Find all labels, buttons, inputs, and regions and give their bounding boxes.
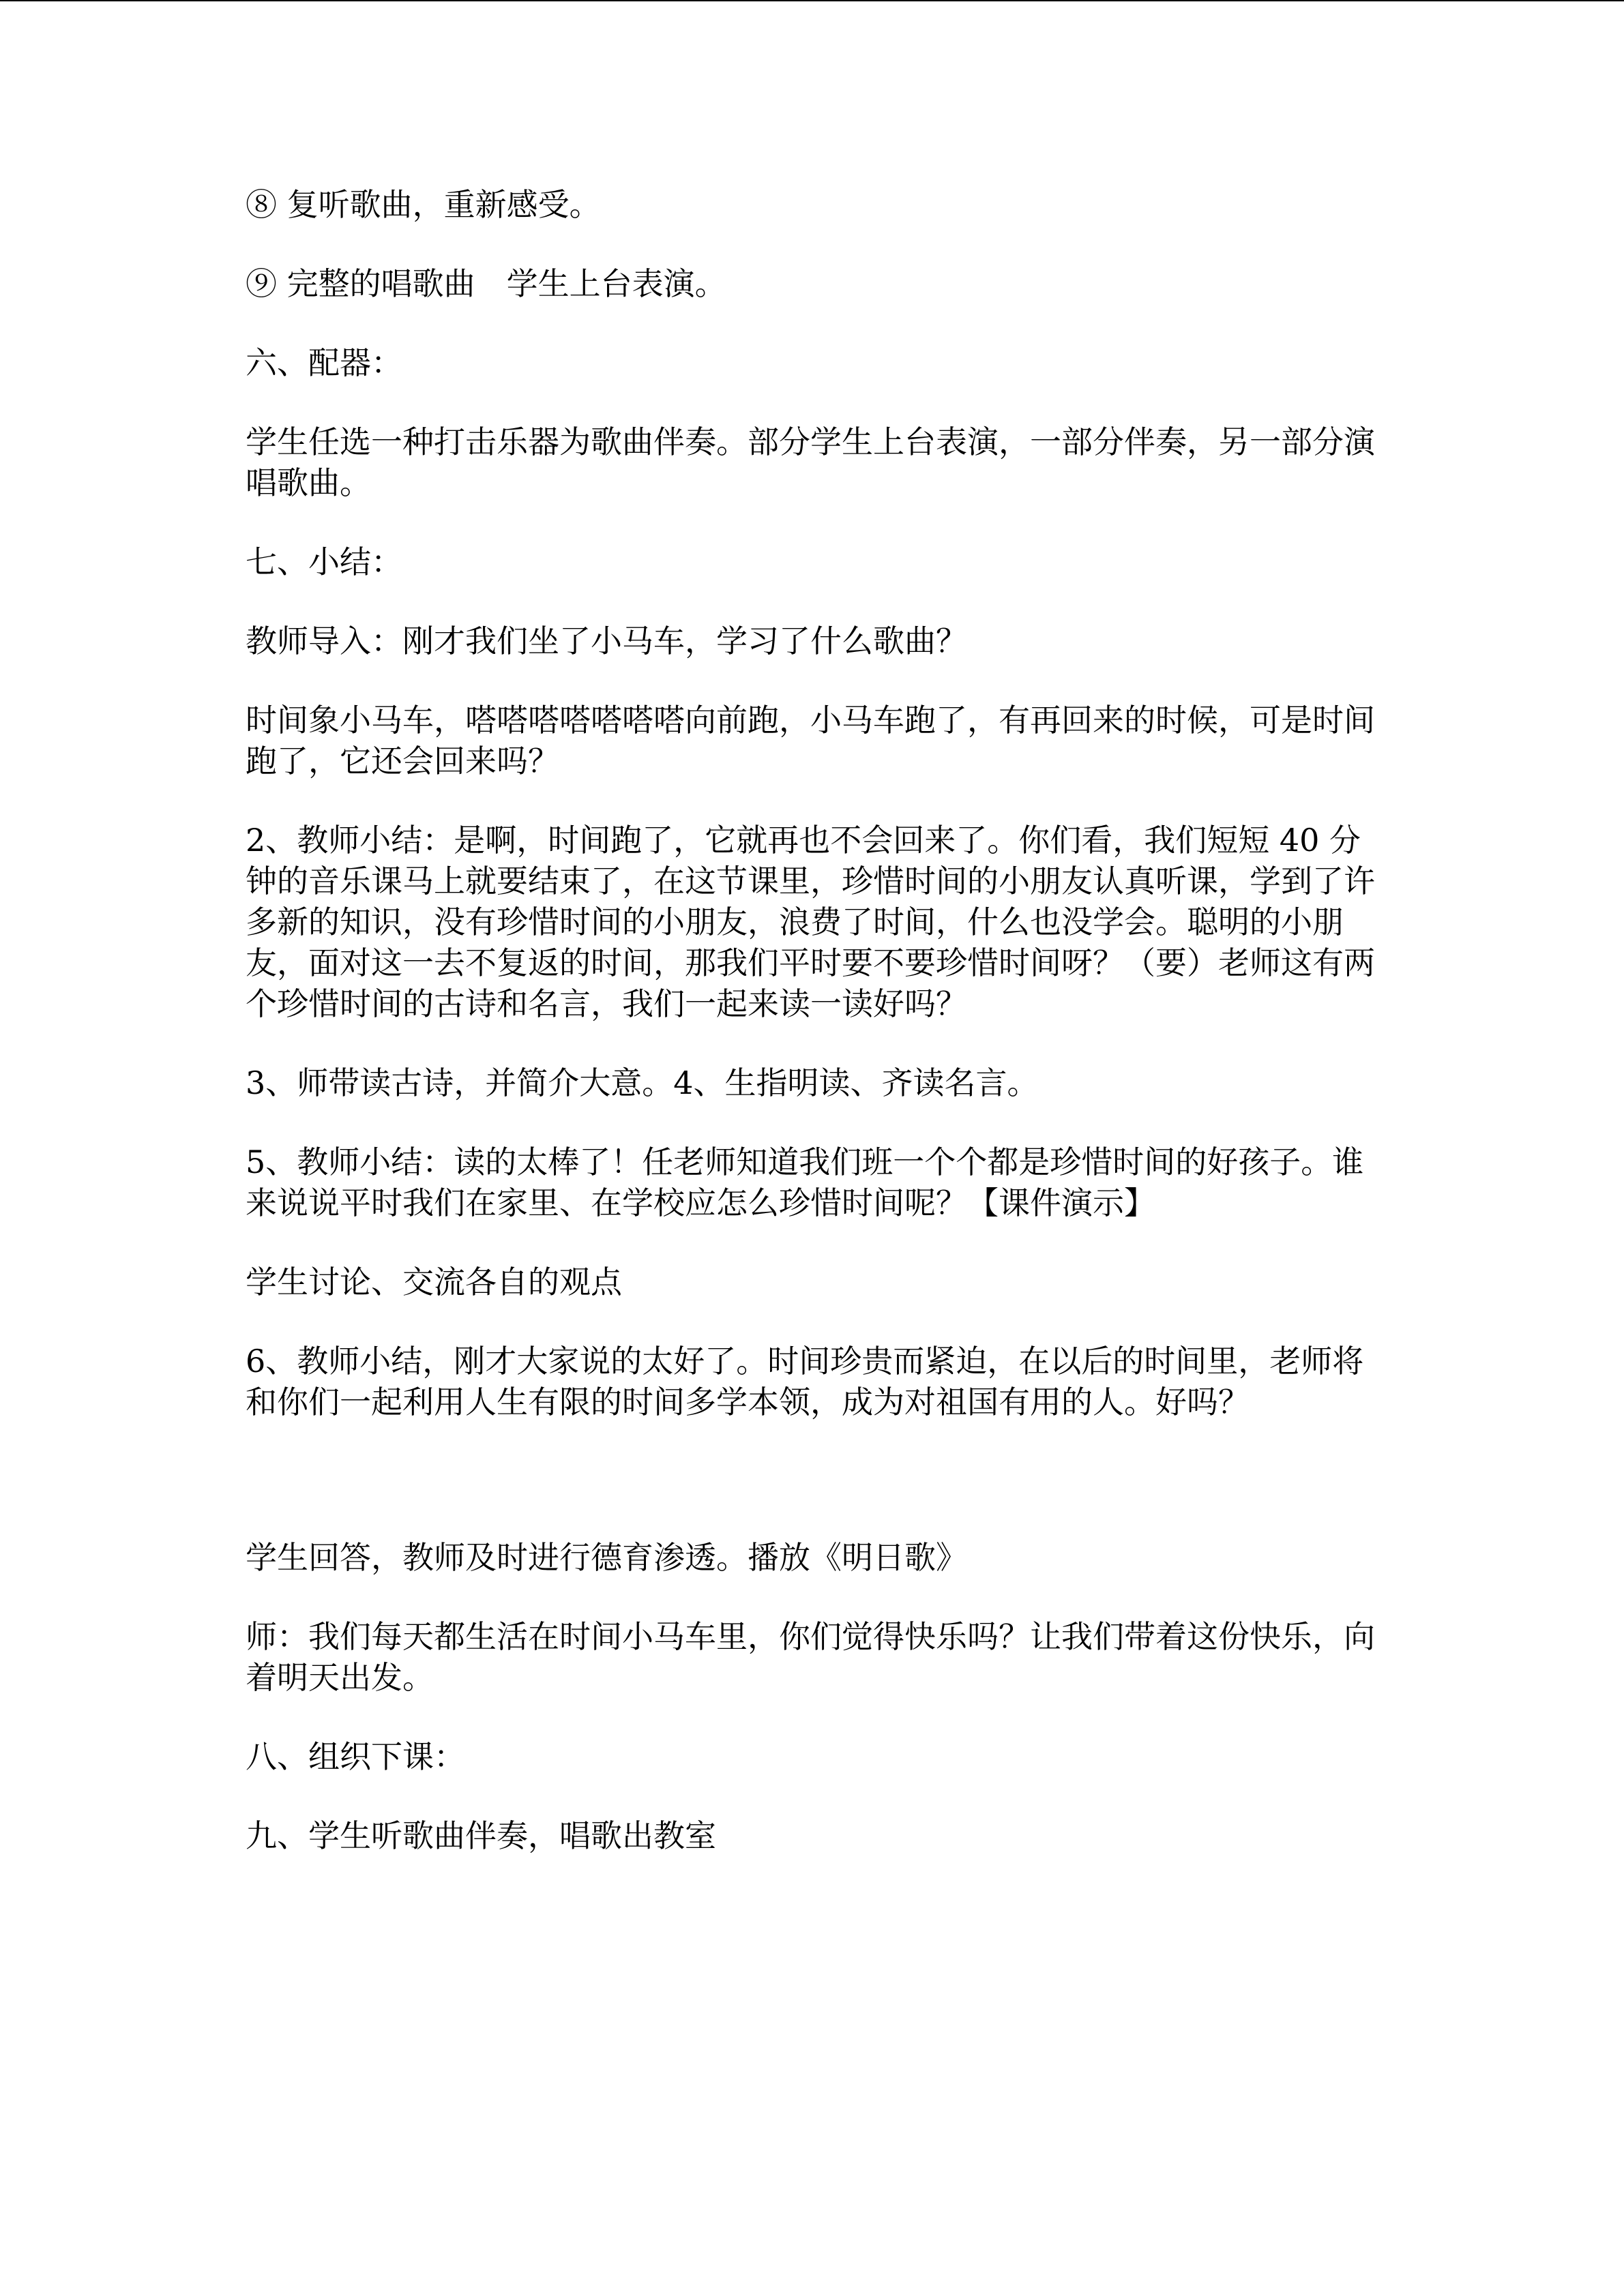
summary-2: 2、教师小结：是啊，时间跑了，它就再也不会回来了。你们看，我们短短 40 分钟的音乐课马上就要结束了，在这节课里，珍惜时间的小朋友认真听课，学到了许多新的知识，没有珍惜时间的小朋友，浪费了时间，什么也没学会。聪明的小朋友，面对这一去不复返的时间，那我们平时要不要珍惜时间呀？（要）老师这有两个珍惜时间的古诗和名言，我们一起来读一读好吗？ xyxy=(246,822,1375,1022)
document-body xyxy=(246,184,1378,1894)
section-7-heading: 七、小结： xyxy=(246,543,402,580)
section-9-heading: 九、学生听歌曲伴奏，唱歌出教室 xyxy=(246,1817,716,1854)
student-discussion: 学生讨论、交流各自的观点 xyxy=(246,1264,622,1300)
section-6-body: 学生任选一种打击乐器为歌曲伴奏。部分学生上台表演，一部分伴奏，另一部分演唱歌曲。 xyxy=(246,423,1375,501)
summary-6: 6、教师小结，刚才大家说的太好了。时间珍贵而紧迫，在以后的时间里，老师将和你们一起利用人生有限的时间多学本领，成为对祖国有用的人。好吗？ xyxy=(246,1343,1364,1420)
teacher-closing: 师：我们每天都生活在时间小马车里，你们觉得快乐吗？让我们带着这份快乐，向着明天出发。 xyxy=(246,1618,1375,1696)
summary-5: 5、教师小结：读的太棒了！任老师知道我们班一个个都是珍惜时间的好孩子。谁来说说平时我们在家里、在学校应怎么珍惜时间呢？【课件演示】 xyxy=(246,1144,1364,1221)
student-answer: 学生回答，教师及时进行德育渗透。播放《明日歌》 xyxy=(246,1539,967,1576)
time-like-carriage: 时间象小马车，嗒嗒嗒嗒嗒嗒嗒向前跑，小马车跑了，有再回来的时候，可是时间跑了，它还会回来吗？ xyxy=(246,702,1375,779)
section-6-heading: 六、配器： xyxy=(246,344,402,381)
step-8-relisten: ⑧ 复听歌曲，重新感受。 xyxy=(246,186,601,223)
step-9-full-singing: ⑨ 完整的唱歌曲 学生上台表演。 xyxy=(246,265,726,302)
section-8-heading: 八、组织下课： xyxy=(246,1738,465,1775)
summary-3-4: 3、师带读古诗，并简介大意。4、生指明读、齐读名言。 xyxy=(246,1064,1039,1101)
teacher-intro: 教师导入：刚才我们坐了小马车，学习了什么歌曲？ xyxy=(246,623,967,659)
